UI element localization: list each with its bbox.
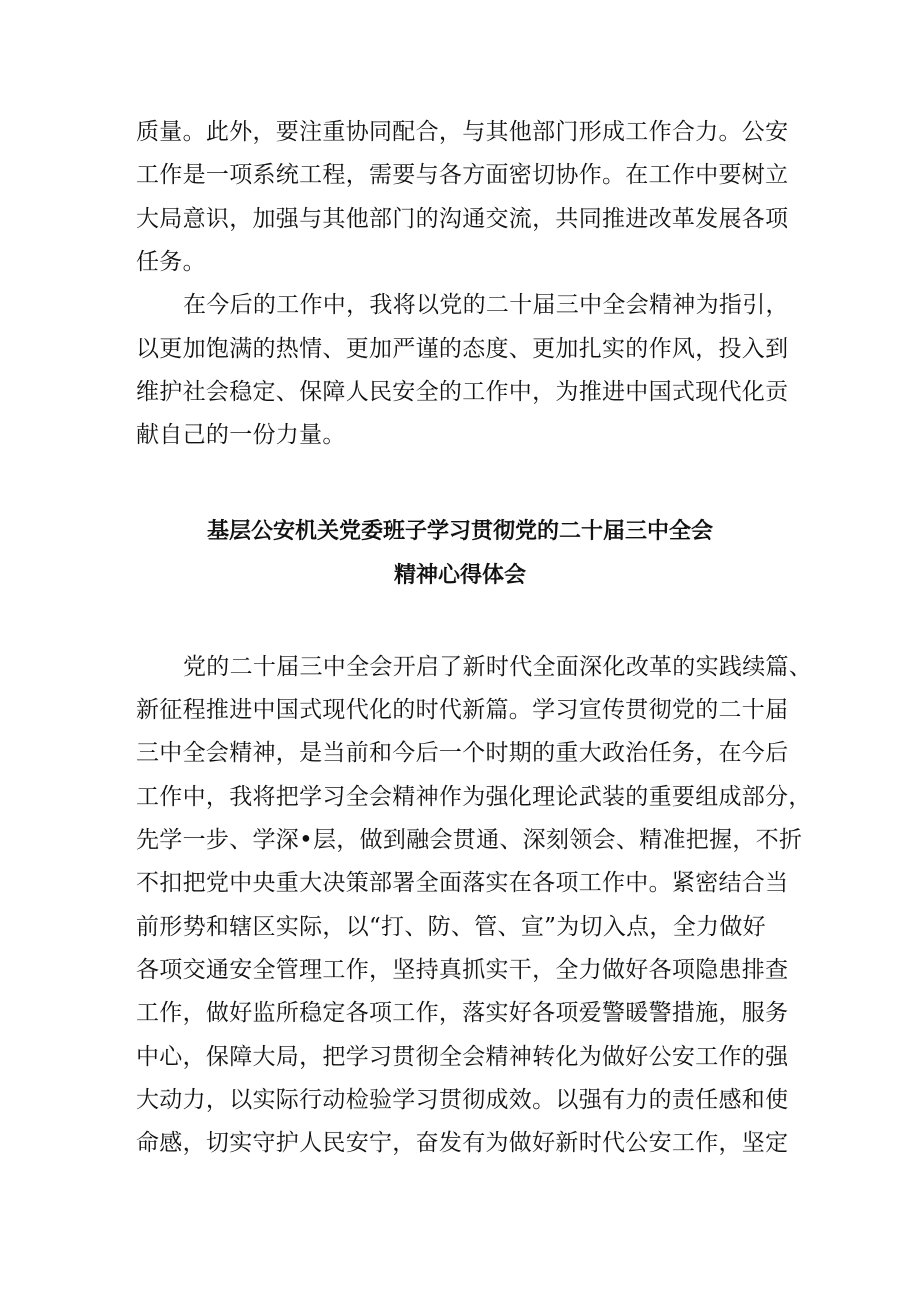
body-line: 工作中，我将把学习全会精神作为强化理论武装的重要组成部分， <box>136 784 812 810</box>
article-title-line-1: 基层公安机关党委班子学习贯彻党的二十届三中全会 <box>206 519 713 544</box>
paragraph-line: 大局意识，加强与其他部门的沟通交流，共同推进改革发展各项 <box>136 206 789 232</box>
body-line: 不扣把党中央重大决策部署全面落实在各项工作中。紧密结合当 <box>136 870 789 896</box>
body-line: 前形势和辖区实际，以“打、防、管、宣”为切入点，全力做好 <box>136 914 766 940</box>
paragraph-line: 工作是一项系统工程，需要与各方面密切协作。在工作中要树立 <box>136 162 789 188</box>
paragraph-line: 质量。此外，要注重协同配合，与其他部门形成工作合力。公安 <box>136 119 789 145</box>
body-line: 中心，保障大局，把学习贯彻全会精神转化为做好公安工作的强 <box>136 1044 789 1070</box>
body-line: 三中全会精神，是当前和今后一个时期的重大政治任务，在今后 <box>136 740 789 766</box>
body-line: 先学一步、学深•层，做到融会贯通、深刻领会、精准把握，不折 <box>136 827 803 853</box>
body-line: 工作，做好监所稳定各项工作，落实好各项爱警暖警措施，服务 <box>136 1000 789 1026</box>
body-line: 命感，切实守护人民安宁，奋发有为做好新时代公安工作，坚定 <box>136 1130 789 1156</box>
body-line: 各项交通安全管理工作，坚持真抓实干，全力做好各项隐患排查 <box>136 957 789 983</box>
body-line: 新征程推进中国式现代化的时代新篇。学习宣传贯彻党的二十届 <box>136 697 789 723</box>
paragraph-line: 献自己的一份力量。 <box>136 422 346 448</box>
article-title-line-2: 精神心得体会 <box>393 563 526 588</box>
paragraph-line: 维护社会稳定、保障人民安全的工作中，为推进中国式现代化贡 <box>136 379 789 405</box>
body-line: 大动力，以实际行动检验学习贯彻成效。以强有力的责任感和使 <box>136 1087 789 1113</box>
body-line: 党的二十届三中全会开启了新时代全面深化改革的实践续篇、 <box>183 654 813 680</box>
paragraph-line: 任务。 <box>136 249 206 275</box>
paragraph-line: 以更加饱满的热情、更加严谨的态度、更加扎实的作风，投入到 <box>136 336 789 362</box>
paragraph-line: 在今后的工作中，我将以党的二十届三中全会精神为指引， <box>183 292 789 318</box>
